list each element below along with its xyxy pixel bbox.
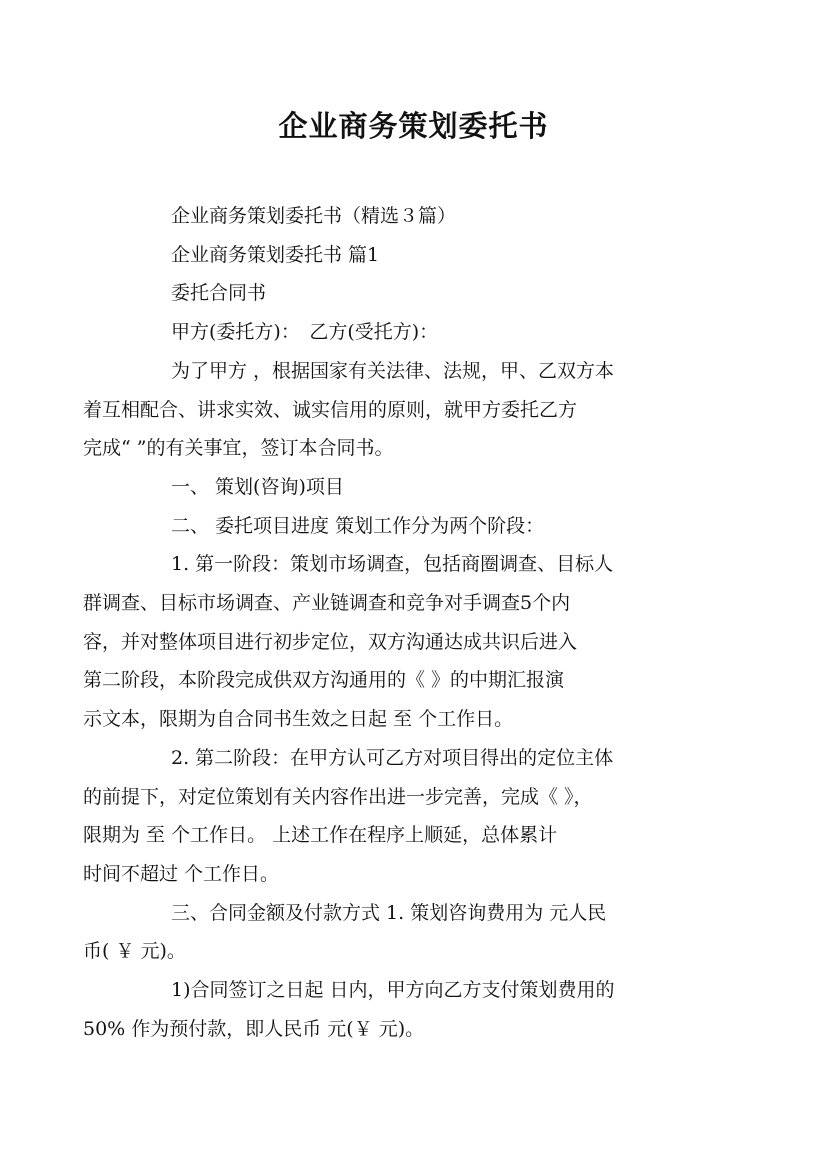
paragraph (127, 468, 707, 507)
paragraph-line: 企业商务策划委托书（精选３篇） (171, 205, 457, 227)
paragraph (83, 739, 707, 894)
paragraph-line: 委托合同书 (171, 282, 267, 305)
paragraph-line: 二、 委托项目进度 策划工作分为两个阶段： (171, 514, 545, 537)
paragraph-line: 群调查、目标市场调查、产业链调查和竞争对手调查5个内 (83, 592, 571, 615)
paragraph (83, 971, 707, 1048)
paragraph-line: 时间不超过 个工作日。 (83, 862, 280, 885)
paragraph (127, 236, 707, 275)
paragraph (127, 197, 707, 236)
paragraph-line: 着互相配合、讲求实效、诚实信用的原则，就甲方委托乙方 (83, 398, 578, 421)
paragraph-line: 50% 作为预付款，即人民币 元(￥ 元)。 (83, 1017, 425, 1040)
paragraph-line: 第二阶段，本阶段完成供双方沟通用的《 》的中期汇报演 (83, 669, 565, 692)
paragraph-line: 三、合同金额及付款方式 1. 策划咨询费用为 元人民 (171, 901, 607, 924)
paragraph-line: 1. 第一阶段：策划市场调查，包括商圈调查、目标人 (171, 553, 614, 576)
paragraph-line: 企业商务策划委托书 篇1 (171, 243, 380, 266)
paragraph-line: 为了甲方 ，根据国家有关法律、法规，甲、乙双方本 (171, 359, 615, 382)
paragraph (127, 507, 707, 546)
document-body (83, 197, 707, 1048)
paragraph (127, 313, 707, 352)
paragraph-line: 一、 策划(咨询)项目 (171, 475, 344, 498)
paragraph-line: 容，并对整体项目进行初步定位，双方沟通达成共识后进入 (83, 630, 578, 653)
paragraph-line: 甲方(委托方)： 乙方(受托方)： (171, 321, 439, 344)
paragraph-line: 限期为 至 个工作日。 上述工作在程序上顺延，总体累计 (83, 824, 558, 847)
paragraph-line: 1)合同签订之日起 日内，甲方向乙方支付策划费用的 (171, 979, 615, 1002)
paragraph (83, 352, 707, 468)
paragraph-line: 的前提下，对定位策划有关内容作出进一步完善，完成《 》， (83, 785, 593, 808)
paragraph (83, 894, 707, 971)
paragraph-line: 2. 第二阶段：在甲方认可乙方对项目得出的定位主体 (171, 746, 614, 769)
paragraph-line: 完成“ ”的有关事宜，签订本合同书。 (83, 437, 394, 460)
paragraph (83, 545, 707, 739)
paragraph-line: 示文本，限期为自合同书生效之日起 至 个工作日。 (83, 708, 514, 731)
document-title: 企业商务策划委托书 (278, 109, 549, 143)
paragraph-line: 币( ￥ 元)。 (83, 940, 186, 963)
paragraph (127, 274, 707, 313)
